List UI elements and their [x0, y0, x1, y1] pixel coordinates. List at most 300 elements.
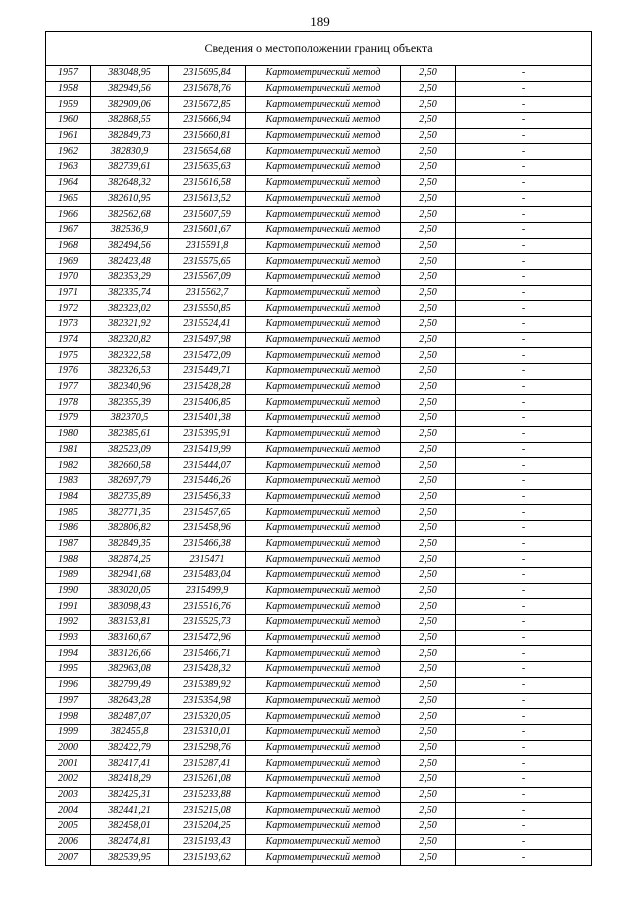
coord-x-cell: 382455,8 — [91, 724, 169, 740]
table-row — [46, 113, 592, 129]
accuracy-cell: 2,50 — [401, 97, 456, 113]
coord-x-cell: 382418,29 — [91, 771, 169, 787]
coord-x-cell: 382441,21 — [91, 803, 169, 819]
coord-x-cell: 382849,35 — [91, 536, 169, 552]
accuracy-cell: 2,50 — [401, 630, 456, 646]
coord-x-cell: 382523,09 — [91, 442, 169, 458]
extra-cell: - — [456, 144, 592, 160]
extra-cell: - — [456, 709, 592, 725]
point-number-cell: 1967 — [46, 222, 91, 238]
coord-x-cell: 383020,05 — [91, 583, 169, 599]
accuracy-cell: 2,50 — [401, 348, 456, 364]
extra-cell: - — [456, 850, 592, 866]
coord-y-cell: 2315419,99 — [169, 442, 246, 458]
table-row — [46, 317, 592, 333]
coord-x-cell: 382425,31 — [91, 787, 169, 803]
coord-x-cell: 382660,58 — [91, 458, 169, 474]
table-row — [46, 615, 592, 631]
method-cell: Картометрический метод — [246, 175, 401, 191]
coord-y-cell: 2315449,71 — [169, 364, 246, 380]
extra-cell: - — [456, 615, 592, 631]
table-row — [46, 254, 592, 270]
table-row — [46, 709, 592, 725]
coord-y-cell: 2315310,01 — [169, 724, 246, 740]
method-cell: Картометрический метод — [246, 81, 401, 97]
method-cell: Картометрический метод — [246, 66, 401, 82]
table-row — [46, 364, 592, 380]
coord-x-cell: 382494,56 — [91, 238, 169, 254]
coord-y-cell: 2315660,81 — [169, 128, 246, 144]
point-number-cell: 1964 — [46, 175, 91, 191]
point-number-cell: 1983 — [46, 473, 91, 489]
coord-x-cell: 382539,95 — [91, 850, 169, 866]
coord-x-cell: 382806,82 — [91, 520, 169, 536]
accuracy-cell: 2,50 — [401, 144, 456, 160]
coord-y-cell: 2315472,09 — [169, 348, 246, 364]
extra-cell: - — [456, 536, 592, 552]
table-row — [46, 379, 592, 395]
accuracy-cell: 2,50 — [401, 709, 456, 725]
coord-y-cell: 2315233,88 — [169, 787, 246, 803]
table-row — [46, 740, 592, 756]
accuracy-cell: 2,50 — [401, 803, 456, 819]
point-number-cell: 1978 — [46, 395, 91, 411]
accuracy-cell: 2,50 — [401, 254, 456, 270]
accuracy-cell: 2,50 — [401, 787, 456, 803]
table-row — [46, 207, 592, 223]
coord-y-cell: 2315395,91 — [169, 426, 246, 442]
extra-cell: - — [456, 834, 592, 850]
point-number-cell: 2002 — [46, 771, 91, 787]
point-number-cell: 1992 — [46, 615, 91, 631]
table-row — [46, 536, 592, 552]
accuracy-cell: 2,50 — [401, 175, 456, 191]
coord-x-cell: 382458,01 — [91, 819, 169, 835]
point-number-cell: 1995 — [46, 662, 91, 678]
page-number: 189 — [310, 14, 330, 29]
accuracy-cell: 2,50 — [401, 301, 456, 317]
accuracy-cell: 2,50 — [401, 207, 456, 223]
accuracy-cell: 2,50 — [401, 615, 456, 631]
extra-cell: - — [456, 646, 592, 662]
accuracy-cell: 2,50 — [401, 568, 456, 584]
point-number-cell: 2003 — [46, 787, 91, 803]
coord-x-cell: 382353,29 — [91, 269, 169, 285]
point-number-cell: 1997 — [46, 693, 91, 709]
coord-y-cell: 2315401,38 — [169, 411, 246, 427]
method-cell: Картометрический метод — [246, 348, 401, 364]
table-row — [46, 834, 592, 850]
method-cell: Картометрический метод — [246, 269, 401, 285]
coord-x-cell: 382799,49 — [91, 677, 169, 693]
point-number-cell: 1976 — [46, 364, 91, 380]
boundary-table-frame — [45, 31, 591, 866]
point-number-cell: 1982 — [46, 458, 91, 474]
coord-x-cell: 382562,68 — [91, 207, 169, 223]
coord-x-cell: 382643,28 — [91, 693, 169, 709]
coord-x-cell: 382322,58 — [91, 348, 169, 364]
coord-y-cell: 2315456,33 — [169, 489, 246, 505]
point-number-cell: 1981 — [46, 442, 91, 458]
table-row — [46, 599, 592, 615]
coord-y-cell: 2315215,08 — [169, 803, 246, 819]
extra-cell: - — [456, 395, 592, 411]
table-row — [46, 332, 592, 348]
table-row — [46, 473, 592, 489]
coord-x-cell: 382487,07 — [91, 709, 169, 725]
table-row — [46, 756, 592, 772]
table-row — [46, 128, 592, 144]
coord-y-cell: 2315406,85 — [169, 395, 246, 411]
accuracy-cell: 2,50 — [401, 222, 456, 238]
extra-cell: - — [456, 128, 592, 144]
point-number-cell: 1961 — [46, 128, 91, 144]
table-row — [46, 160, 592, 176]
extra-cell: - — [456, 599, 592, 615]
method-cell: Картометрический метод — [246, 850, 401, 866]
point-number-cell: 1994 — [46, 646, 91, 662]
extra-cell: - — [456, 364, 592, 380]
table-row — [46, 66, 592, 82]
table-row — [46, 693, 592, 709]
table-row — [46, 395, 592, 411]
coord-y-cell: 2315497,98 — [169, 332, 246, 348]
point-number-cell: 1998 — [46, 709, 91, 725]
extra-cell: - — [456, 489, 592, 505]
accuracy-cell: 2,50 — [401, 128, 456, 144]
accuracy-cell: 2,50 — [401, 662, 456, 678]
method-cell: Картометрический метод — [246, 568, 401, 584]
point-number-cell: 1989 — [46, 568, 91, 584]
method-cell: Картометрический метод — [246, 128, 401, 144]
method-cell: Картометрический метод — [246, 583, 401, 599]
accuracy-cell: 2,50 — [401, 191, 456, 207]
extra-cell: - — [456, 301, 592, 317]
accuracy-cell: 2,50 — [401, 160, 456, 176]
accuracy-cell: 2,50 — [401, 442, 456, 458]
coord-x-cell: 383098,43 — [91, 599, 169, 615]
coord-y-cell: 2315483,04 — [169, 568, 246, 584]
table-row — [46, 175, 592, 191]
extra-cell: - — [456, 505, 592, 521]
extra-cell: - — [456, 583, 592, 599]
coord-x-cell: 382340,96 — [91, 379, 169, 395]
table-row — [46, 489, 592, 505]
accuracy-cell: 2,50 — [401, 113, 456, 129]
table-title: Сведения о местоположении границ объекта — [46, 32, 592, 66]
coord-x-cell: 382417,41 — [91, 756, 169, 772]
table-row — [46, 505, 592, 521]
extra-cell: - — [456, 552, 592, 568]
point-number-cell: 1962 — [46, 144, 91, 160]
point-number-cell: 1977 — [46, 379, 91, 395]
table-row — [46, 191, 592, 207]
point-number-cell: 1991 — [46, 599, 91, 615]
coord-y-cell: 2315458,96 — [169, 520, 246, 536]
coord-y-cell: 2315601,67 — [169, 222, 246, 238]
method-cell: Картометрический метод — [246, 473, 401, 489]
method-cell: Картометрический метод — [246, 677, 401, 693]
method-cell: Картометрический метод — [246, 599, 401, 615]
accuracy-cell: 2,50 — [401, 583, 456, 599]
table-row — [46, 238, 592, 254]
table-row — [46, 568, 592, 584]
method-cell: Картометрический метод — [246, 709, 401, 725]
coord-x-cell: 382830,9 — [91, 144, 169, 160]
point-number-cell: 1971 — [46, 285, 91, 301]
table-row — [46, 819, 592, 835]
table-row — [46, 426, 592, 442]
method-cell: Картометрический метод — [246, 803, 401, 819]
method-cell: Картометрический метод — [246, 426, 401, 442]
coord-y-cell: 2315428,28 — [169, 379, 246, 395]
table-row — [46, 285, 592, 301]
extra-cell: - — [456, 756, 592, 772]
coord-x-cell: 382474,81 — [91, 834, 169, 850]
method-cell: Картометрический метод — [246, 97, 401, 113]
table-row — [46, 787, 592, 803]
coord-y-cell: 2315472,96 — [169, 630, 246, 646]
table-row — [46, 677, 592, 693]
table-row — [46, 81, 592, 97]
extra-cell: - — [456, 411, 592, 427]
point-number-cell: 1996 — [46, 677, 91, 693]
point-number-cell: 1970 — [46, 269, 91, 285]
point-number-cell: 2001 — [46, 756, 91, 772]
point-number-cell: 1965 — [46, 191, 91, 207]
point-number-cell: 1993 — [46, 630, 91, 646]
extra-cell: - — [456, 332, 592, 348]
coord-y-cell: 2315575,65 — [169, 254, 246, 270]
method-cell: Картометрический метод — [246, 552, 401, 568]
extra-cell: - — [456, 348, 592, 364]
coord-x-cell: 382771,35 — [91, 505, 169, 521]
method-cell: Картометрический метод — [246, 787, 401, 803]
point-number-cell: 1968 — [46, 238, 91, 254]
coord-y-cell: 2315672,85 — [169, 97, 246, 113]
coord-x-cell: 382370,5 — [91, 411, 169, 427]
coord-x-cell: 383048,95 — [91, 66, 169, 82]
method-cell: Картометрический метод — [246, 317, 401, 333]
extra-cell: - — [456, 568, 592, 584]
extra-cell: - — [456, 458, 592, 474]
point-number-cell: 2007 — [46, 850, 91, 866]
method-cell: Картометрический метод — [246, 113, 401, 129]
point-number-cell: 1985 — [46, 505, 91, 521]
method-cell: Картометрический метод — [246, 458, 401, 474]
method-cell: Картометрический метод — [246, 144, 401, 160]
table-row — [46, 583, 592, 599]
point-number-cell: 1963 — [46, 160, 91, 176]
accuracy-cell: 2,50 — [401, 364, 456, 380]
accuracy-cell: 2,50 — [401, 505, 456, 521]
method-cell: Картометрический метод — [246, 301, 401, 317]
point-number-cell: 1986 — [46, 520, 91, 536]
accuracy-cell: 2,50 — [401, 834, 456, 850]
accuracy-cell: 2,50 — [401, 317, 456, 333]
coord-x-cell: 382323,02 — [91, 301, 169, 317]
accuracy-cell: 2,50 — [401, 520, 456, 536]
coord-y-cell: 2315695,84 — [169, 66, 246, 82]
coord-x-cell: 382735,89 — [91, 489, 169, 505]
table-row — [46, 724, 592, 740]
accuracy-cell: 2,50 — [401, 411, 456, 427]
point-number-cell: 1972 — [46, 301, 91, 317]
coord-y-cell: 2315428,32 — [169, 662, 246, 678]
extra-cell: - — [456, 285, 592, 301]
coord-y-cell: 2315320,05 — [169, 709, 246, 725]
extra-cell: - — [456, 442, 592, 458]
method-cell: Картометрический метод — [246, 505, 401, 521]
coord-y-cell: 2315193,43 — [169, 834, 246, 850]
point-number-cell: 1958 — [46, 81, 91, 97]
accuracy-cell: 2,50 — [401, 379, 456, 395]
method-cell: Картометрический метод — [246, 332, 401, 348]
coord-y-cell: 2315298,76 — [169, 740, 246, 756]
coord-y-cell: 2315204,25 — [169, 819, 246, 835]
accuracy-cell: 2,50 — [401, 81, 456, 97]
accuracy-cell: 2,50 — [401, 473, 456, 489]
extra-cell: - — [456, 520, 592, 536]
coord-x-cell: 382355,39 — [91, 395, 169, 411]
point-number-cell: 1966 — [46, 207, 91, 223]
accuracy-cell: 2,50 — [401, 269, 456, 285]
table-row — [46, 850, 592, 866]
coord-x-cell: 382335,74 — [91, 285, 169, 301]
extra-cell: - — [456, 426, 592, 442]
method-cell: Картометрический метод — [246, 693, 401, 709]
method-cell: Картометрический метод — [246, 662, 401, 678]
point-number-cell: 1987 — [46, 536, 91, 552]
table-row — [46, 301, 592, 317]
coord-x-cell: 382423,48 — [91, 254, 169, 270]
accuracy-cell: 2,50 — [401, 332, 456, 348]
extra-cell: - — [456, 66, 592, 82]
method-cell: Картометрический метод — [246, 834, 401, 850]
method-cell: Картометрический метод — [246, 442, 401, 458]
coord-y-cell: 2315524,41 — [169, 317, 246, 333]
accuracy-cell: 2,50 — [401, 552, 456, 568]
method-cell: Картометрический метод — [246, 207, 401, 223]
coord-y-cell: 2315444,07 — [169, 458, 246, 474]
point-number-cell: 1969 — [46, 254, 91, 270]
coord-y-cell: 2315261,08 — [169, 771, 246, 787]
method-cell: Картометрический метод — [246, 191, 401, 207]
point-number-cell: 2000 — [46, 740, 91, 756]
point-number-cell: 1979 — [46, 411, 91, 427]
accuracy-cell: 2,50 — [401, 646, 456, 662]
coord-x-cell: 382868,55 — [91, 113, 169, 129]
extra-cell: - — [456, 677, 592, 693]
coord-y-cell: 2315678,76 — [169, 81, 246, 97]
point-number-cell: 1959 — [46, 97, 91, 113]
point-number-cell: 1957 — [46, 66, 91, 82]
extra-cell: - — [456, 771, 592, 787]
coord-x-cell: 383160,67 — [91, 630, 169, 646]
method-cell: Картометрический метод — [246, 819, 401, 835]
table-row — [46, 771, 592, 787]
coord-x-cell: 383126,66 — [91, 646, 169, 662]
extra-cell: - — [456, 630, 592, 646]
table-row — [46, 442, 592, 458]
coord-y-cell: 2315466,38 — [169, 536, 246, 552]
method-cell: Картометрический метод — [246, 395, 401, 411]
method-cell: Картометрический метод — [246, 740, 401, 756]
extra-cell: - — [456, 693, 592, 709]
coord-y-cell: 2315525,73 — [169, 615, 246, 631]
coord-y-cell: 2315591,8 — [169, 238, 246, 254]
accuracy-cell: 2,50 — [401, 693, 456, 709]
accuracy-cell: 2,50 — [401, 285, 456, 301]
method-cell: Картометрический метод — [246, 364, 401, 380]
extra-cell: - — [456, 207, 592, 223]
point-number-cell: 1990 — [46, 583, 91, 599]
coord-y-cell: 2315616,58 — [169, 175, 246, 191]
extra-cell: - — [456, 724, 592, 740]
coord-y-cell: 2315562,7 — [169, 285, 246, 301]
coord-x-cell: 382874,25 — [91, 552, 169, 568]
coord-x-cell: 383153,81 — [91, 615, 169, 631]
point-number-cell: 2006 — [46, 834, 91, 850]
extra-cell: - — [456, 222, 592, 238]
coord-y-cell: 2315516,76 — [169, 599, 246, 615]
extra-cell: - — [456, 269, 592, 285]
coord-y-cell: 2315613,52 — [169, 191, 246, 207]
method-cell: Картометрический метод — [246, 411, 401, 427]
method-cell: Картометрический метод — [246, 379, 401, 395]
method-cell: Картометрический метод — [246, 536, 401, 552]
accuracy-cell: 2,50 — [401, 724, 456, 740]
extra-cell: - — [456, 740, 592, 756]
table-row — [46, 458, 592, 474]
coord-y-cell: 2315457,65 — [169, 505, 246, 521]
coord-x-cell: 382326,53 — [91, 364, 169, 380]
coord-y-cell: 2315607,59 — [169, 207, 246, 223]
coord-y-cell: 2315635,63 — [169, 160, 246, 176]
point-number-cell: 1984 — [46, 489, 91, 505]
coord-y-cell: 2315654,68 — [169, 144, 246, 160]
accuracy-cell: 2,50 — [401, 458, 456, 474]
table-row — [46, 411, 592, 427]
method-cell: Картометрический метод — [246, 520, 401, 536]
point-number-cell: 2005 — [46, 819, 91, 835]
table-row — [46, 803, 592, 819]
method-cell: Картометрический метод — [246, 222, 401, 238]
table-row — [46, 630, 592, 646]
extra-cell: - — [456, 97, 592, 113]
extra-cell: - — [456, 379, 592, 395]
coord-y-cell: 2315389,92 — [169, 677, 246, 693]
point-number-cell: 1960 — [46, 113, 91, 129]
coord-x-cell: 382422,79 — [91, 740, 169, 756]
coord-x-cell: 382385,61 — [91, 426, 169, 442]
coord-x-cell: 382963,08 — [91, 662, 169, 678]
coord-x-cell: 382941,68 — [91, 568, 169, 584]
accuracy-cell: 2,50 — [401, 395, 456, 411]
method-cell: Картометрический метод — [246, 630, 401, 646]
coord-y-cell: 2315354,98 — [169, 693, 246, 709]
extra-cell: - — [456, 662, 592, 678]
accuracy-cell: 2,50 — [401, 489, 456, 505]
method-cell: Картометрический метод — [246, 160, 401, 176]
extra-cell: - — [456, 819, 592, 835]
accuracy-cell: 2,50 — [401, 599, 456, 615]
point-number-cell: 1999 — [46, 724, 91, 740]
table-body — [46, 66, 592, 866]
accuracy-cell: 2,50 — [401, 771, 456, 787]
coord-x-cell: 382949,56 — [91, 81, 169, 97]
table-row — [46, 348, 592, 364]
